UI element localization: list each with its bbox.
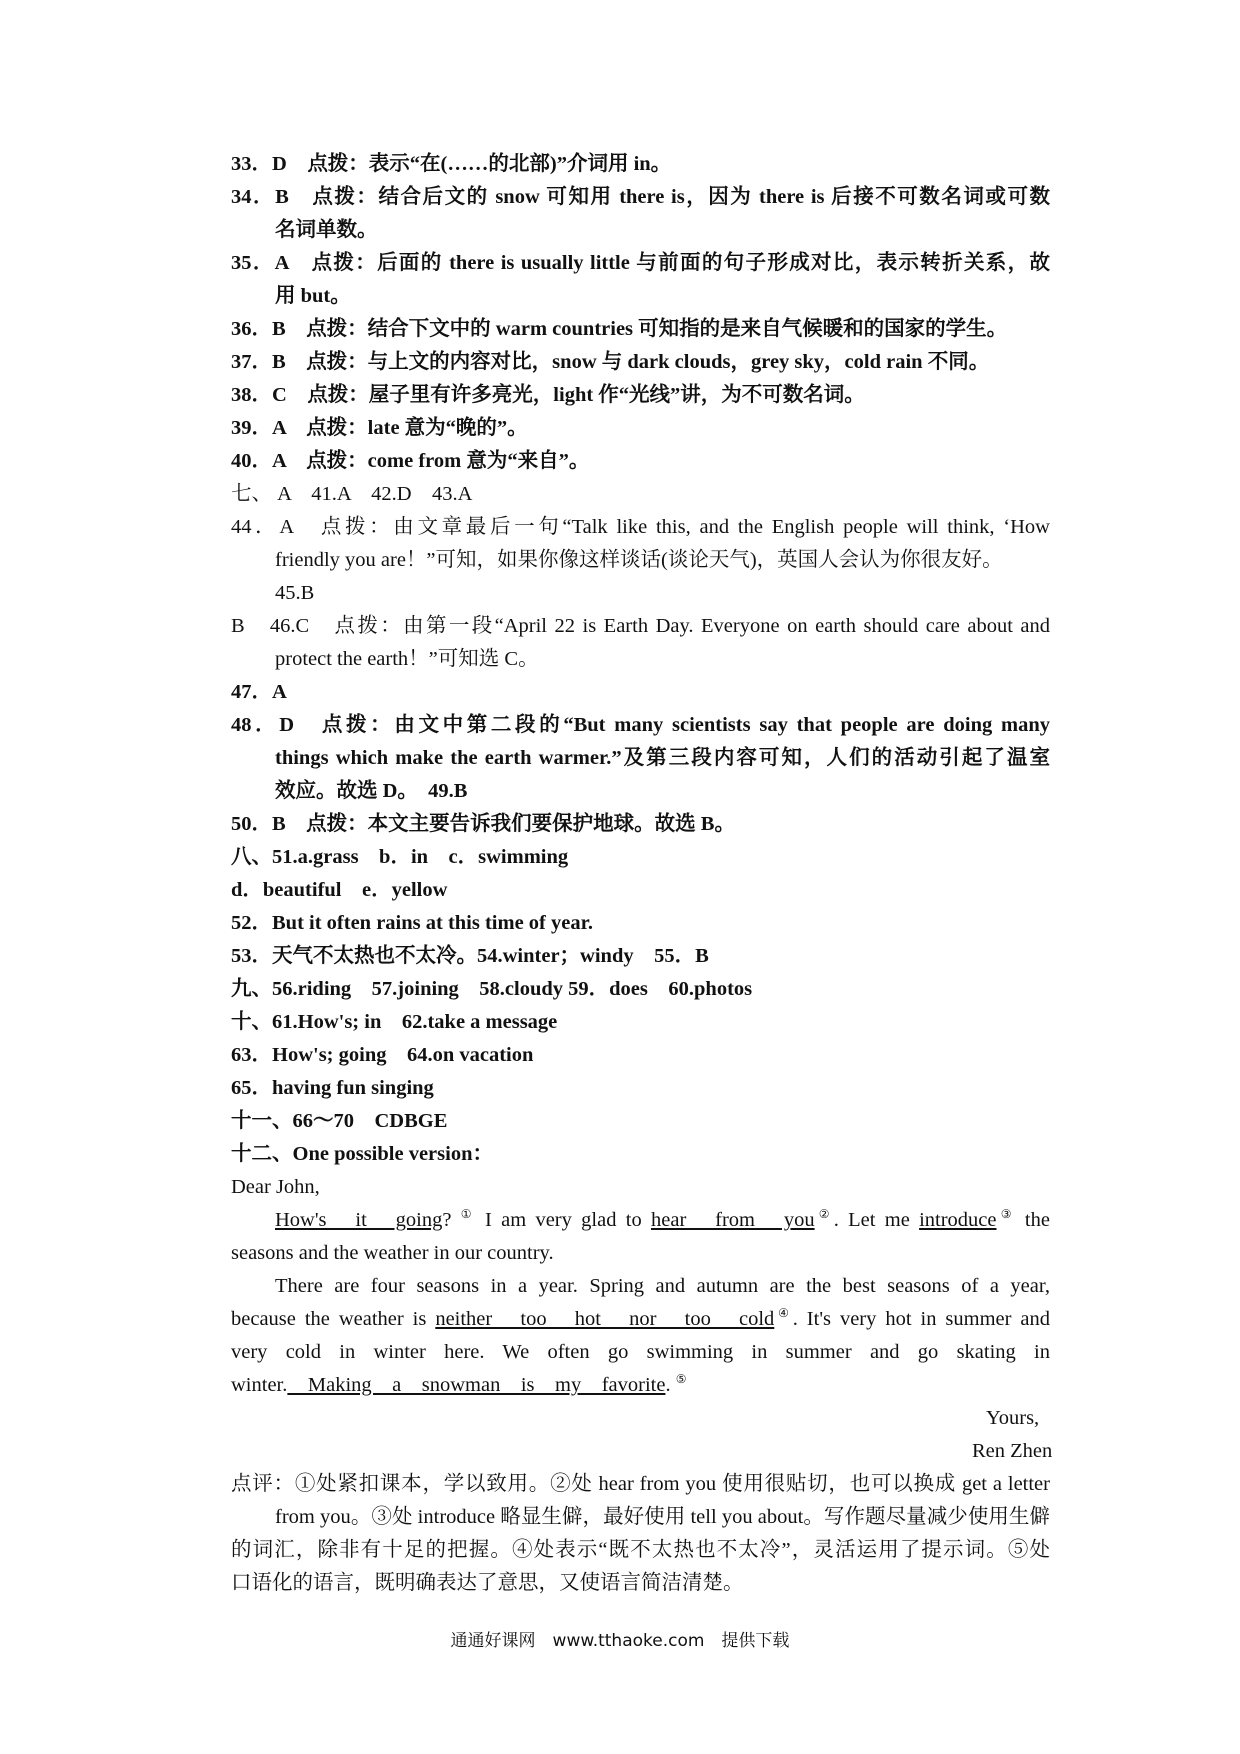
letter-closing: Yours, xyxy=(986,1407,1040,1429)
letter-p2-line1: There are four seasons in a year. Spring and autumn are the best seasons of a year, xyxy=(275,1275,1050,1297)
answer-44: 44．A 点拨：由文章最后一句“Talk like this, and the English people will think, ‘How xyxy=(231,516,1050,538)
letter-p2-line3: very cold in winter here. We often go swimming in summer and go skating in xyxy=(231,1341,1050,1363)
section-9: 九、56.riding 57.joining 58.cloudy 59．does 60.photos xyxy=(231,978,753,1000)
letter-signature: Ren Zhen xyxy=(972,1440,1053,1462)
section-11: 十一、66～70 CDBGE xyxy=(231,1110,448,1132)
answer-46: B 46.C 点拨：由第一段“April 22 is Earth Day. Everyone on earth should care about and xyxy=(231,615,1050,637)
answer-35-cont: 用 but。 xyxy=(275,285,351,307)
comment-line4: 口语化的语言，既明确表达了意思，又使语言简洁清楚。 xyxy=(231,1572,744,1594)
answer-33: 33．D 点拨：表示“在(……的北部)”介词用 in。 xyxy=(231,153,672,175)
answer-46-cont: protect the earth！”可知选 C。 xyxy=(275,648,539,670)
comment-line2: from you。③处 introduce 略显生僻，最好使用 tell you about。写作题尽量减少使用生僻 xyxy=(275,1506,1050,1528)
answer-40: 40．A 点拨：come from 意为“来自”。 xyxy=(231,450,590,472)
answer-48-49: 效应。故选 D。 49.B xyxy=(275,780,468,802)
answer-44-cont: friendly you are！”可知，如果你像这样谈话(谈论天气)，英国人会认为你很友好。 xyxy=(275,549,1003,571)
answer-47: 47．A xyxy=(231,681,287,703)
section-8-51-cont: d．beautiful e．yellow xyxy=(231,879,448,901)
answer-36: 36．B 点拨：结合下文中的 warm countries 可知指的是来自气候暖和的国家的学生。 xyxy=(231,318,1008,340)
section-8-53: 53．天气不太热也不太冷。54.winter；windy 55．B xyxy=(231,945,709,967)
section-8-51: 八、51.a.grass b．in c．swimming xyxy=(231,846,569,868)
section-8-52: 52．But it often rains at this time of year. xyxy=(231,912,593,934)
comment-line3: 的词汇，除非有十足的把握。④处表示“既不太热也不太冷”，灵活运用了提示词。⑤处 xyxy=(231,1539,1050,1561)
answer-48: 48．D 点拨：由文中第二段的“But many scientists say that people are doing many xyxy=(231,714,1050,736)
section-10-61: 十、61.How's; in 62.take a message xyxy=(231,1011,558,1033)
answer-34-cont: 名词单数。 xyxy=(275,219,378,241)
section-12-heading: 十二、One possible version： xyxy=(231,1143,493,1165)
answer-48-cont: things which make the earth warmer.”及第三段内容可知，人们的活动引起了温室 xyxy=(275,747,1050,769)
letter-p2-line2: because the weather is neither too hot nor too cold④. It's very hot in summer and xyxy=(231,1306,1050,1330)
answer-34: 34．B 点拨：结合后文的 snow 可知用 there is，因为 there is 后接不可数名词或可数 xyxy=(231,186,1050,208)
comment-line1: 点评：①处紧扣课本，学以致用。②处 hear from you 使用很贴切，也可以换成 get a letter xyxy=(231,1473,1050,1495)
letter-p1-line1: How's it going? ① I am very glad to hear from you②. Let me introduce③ the xyxy=(275,1207,1050,1231)
footer-source: 通通好课网 www.tthaoke.com 提供下载 xyxy=(450,1631,790,1651)
section-7-answers: 七、 A 41.A 42.D 43.A xyxy=(231,483,473,505)
letter-p2-line4: winter. Making a snowman is my favorite. ⑤ xyxy=(231,1372,687,1396)
section-10-65: 65．having fun singing xyxy=(231,1077,434,1099)
section-10-63: 63．How's; going 64.on vacation xyxy=(231,1044,534,1066)
answer-37: 37．B 点拨：与上文的内容对比，snow 与 dark clouds，grey sky，cold rain 不同。 xyxy=(231,351,990,373)
answer-35: 35．A 点拨：后面的 there is usually little 与前面的句子形成对比，表示转折关系，故 xyxy=(231,252,1050,274)
answer-45: 45.B xyxy=(275,582,315,604)
letter-greeting: Dear John, xyxy=(231,1176,320,1198)
answer-50: 50．B 点拨：本文主要告诉我们要保护地球。故选 B。 xyxy=(231,813,735,835)
letter-p1-line2: seasons and the weather in our country. xyxy=(231,1242,554,1264)
answer-39: 39．A 点拨：late 意为“晚的”。 xyxy=(231,417,528,439)
answer-38: 38．C 点拨：屋子里有许多亮光，light 作“光线”讲，为不可数名词。 xyxy=(231,384,865,406)
